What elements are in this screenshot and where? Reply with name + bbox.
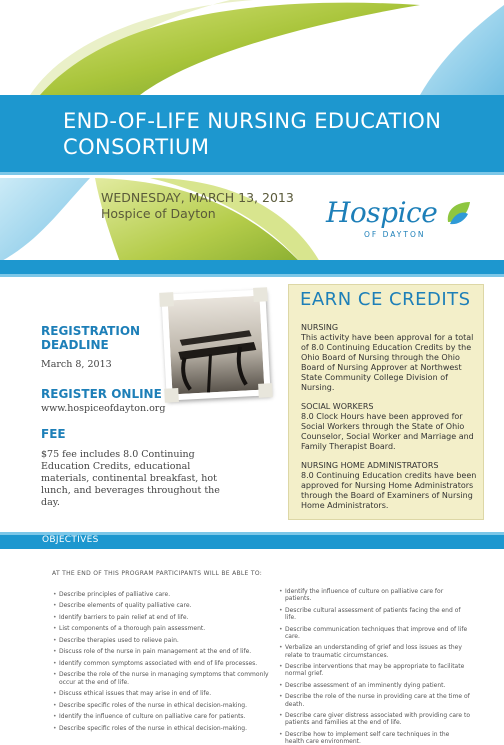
- hospice-logo: [326, 196, 476, 246]
- objective-item: • Describe the role of the nurse in providing care at the time of death.: [280, 693, 470, 708]
- objective-item: • List components of a thorough pain assessment.: [54, 625, 269, 632]
- ce-section-heading: NURSING: [301, 323, 339, 332]
- objective-item: • Identify the influence of culture on palliative care for patients.: [54, 713, 269, 720]
- event-location: Hospice of Dayton: [101, 206, 216, 221]
- title-line-2: CONSORTIUM: [63, 135, 210, 159]
- ce-section-text: This activity have been approval for a total of 8.0 Continuing Education Credits by the Ohio Board of Nursing through the Ohio Board of Nursing Approver at Northwest State Community College Division of Nursing.: [301, 333, 474, 392]
- objective-item: • Describe principles of palliative care.: [54, 591, 269, 598]
- ce-section-text: 8.0 Continuing Education credits have been approved for Nursing Home Administrators through the Board of Examiners of Nursing Home Administrators.: [301, 471, 477, 510]
- photo-corner: [159, 292, 174, 307]
- objectives-list-right: [280, 588, 470, 745]
- logo-subtitle: OF DAYTON: [364, 230, 426, 239]
- leaf-icon: [444, 200, 472, 226]
- divider-band: [0, 260, 504, 274]
- objective-item: • Identify common symptoms associated with end of life processes.: [54, 660, 269, 667]
- objective-item: • Describe cultural assessment of patients facing the end of life.: [280, 607, 470, 622]
- objective-item: • Describe therapies used to relieve pain.: [54, 637, 269, 644]
- title-line-1: END-OF-LIFE NURSING EDUCATION: [63, 109, 442, 133]
- objective-item: • Verbalize an understanding of grief and loss issues as they relate to traumatic circumstances.: [280, 644, 470, 659]
- register-online-heading: REGISTER ONLINE: [41, 387, 162, 401]
- objective-item: • Describe specific roles of the nurse in ethical decision-making.: [54, 725, 269, 732]
- objective-item: • Identify barriers to pain relief at end of life.: [54, 614, 269, 621]
- logo-wordmark: Hospice: [326, 196, 438, 229]
- objectives-intro: AT THE END OF THIS PROGRAM PARTICIPANTS WILL BE ABLE TO:: [52, 570, 263, 577]
- objective-item: • Describe specific roles of the nurse in ethical decision-making.: [54, 702, 269, 709]
- photo-corner: [258, 383, 273, 398]
- objective-item: • Describe the role of the nurse in managing symptoms that commonly occur at the end of life.: [54, 671, 269, 686]
- objective-item: • Discuss ethical issues that may arise in end of life.: [54, 690, 269, 697]
- photo-corner: [253, 287, 268, 302]
- registration-deadline: March 8, 2013: [41, 359, 112, 370]
- registration-url[interactable]: www.hospiceofdayton.org: [41, 403, 166, 414]
- fee-heading: FEE: [41, 427, 66, 441]
- ce-section-text: 8.0 Clock Hours have been approved for Social Workers through the State of Ohio Counselor, Social Worker and Marriage and Family Therapist Board.: [301, 412, 474, 451]
- ce-credits-content: [301, 323, 479, 511]
- objectives-heading: OBJECTIVES: [42, 535, 99, 545]
- ce-section-heading: NURSING HOME ADMINISTRATORS: [301, 461, 439, 470]
- objective-item: • Describe communication techniques that improve end of life care.: [280, 626, 470, 641]
- divider-accent: [0, 274, 504, 277]
- objectives-list-left: [54, 591, 269, 736]
- page-title: [63, 108, 483, 160]
- fee-description: $75 fee includes 8.0 Continuing Education Credits, educational materials, continental breakfast, hot lunch, and beverages throughout the day.: [41, 449, 220, 508]
- registration-column: [41, 324, 221, 509]
- ce-credits-title: EARN CE CREDITS: [300, 289, 471, 310]
- objective-item: • Describe assessment of an imminently dying patient.: [280, 682, 470, 689]
- ce-section-heading: SOCIAL WORKERS: [301, 402, 374, 411]
- objective-item: • Describe interventions that may be appropriate to facilitate normal grief.: [280, 663, 470, 678]
- objective-item: • Discuss role of the nurse in pain management at the end of life.: [54, 648, 269, 655]
- objective-item: • Describe elements of quality palliative care.: [54, 602, 269, 609]
- objective-item: • Describe care giver distress associated with providing care to patients and families at the end of life.: [280, 712, 470, 727]
- registration-heading: REGISTRATION DEADLINE: [41, 324, 141, 352]
- objective-item: • Identify the influence of culture on palliative care for patients.: [280, 588, 470, 603]
- objective-item: • Describe how to implement self care techniques in the health care environment.: [280, 731, 470, 745]
- event-date: WEDNESDAY, MARCH 13, 2013: [101, 190, 294, 205]
